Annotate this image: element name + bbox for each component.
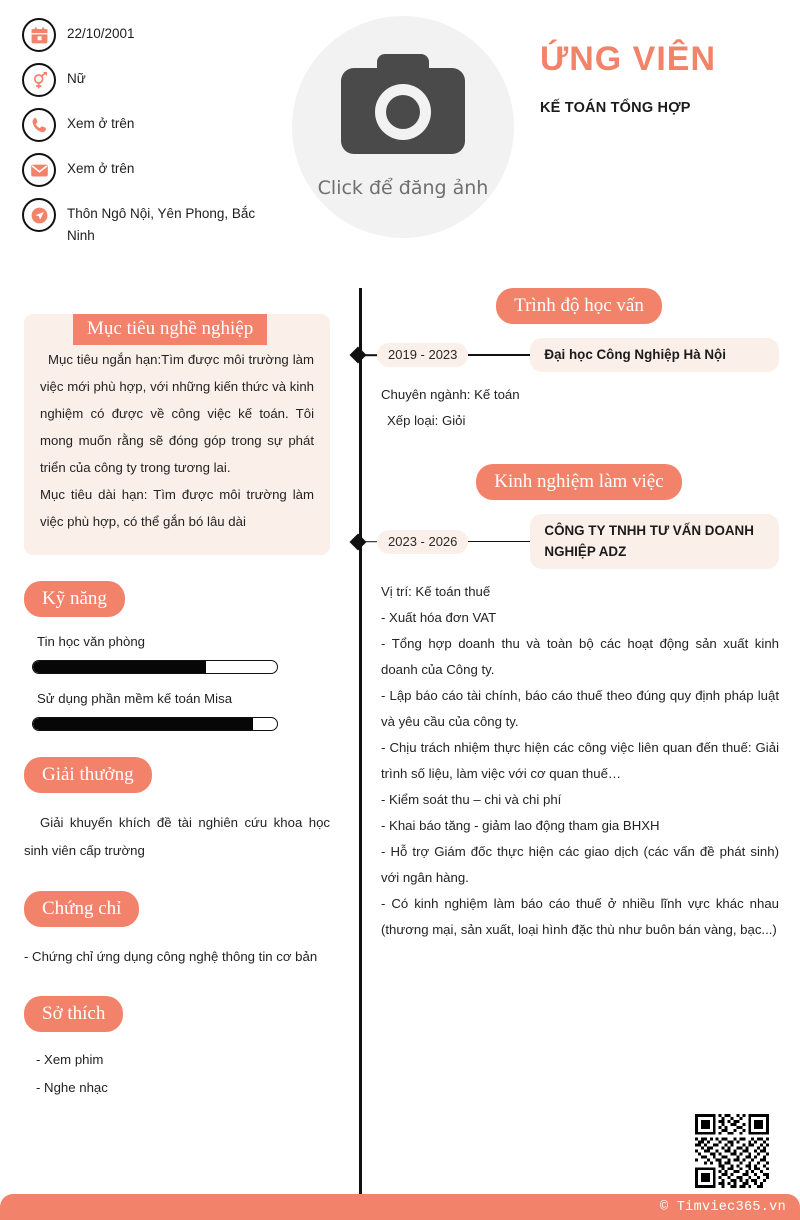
qr-code-icon (694, 1114, 770, 1188)
section-hobbies (24, 996, 330, 1102)
education-details (359, 382, 779, 434)
experience-period: 2023 - 2026 (377, 530, 468, 554)
education-period: 2019 - 2023 (377, 343, 468, 367)
contact-value: Xem ở trên (67, 161, 135, 176)
contact-list (22, 18, 282, 258)
hobby-item: - Nghe nhạc (36, 1080, 108, 1095)
location-pin-icon (22, 198, 56, 232)
objective-body (24, 314, 330, 555)
timeline-connector-line (468, 541, 530, 543)
camera-icon (339, 50, 467, 163)
hobbies-body (24, 1046, 330, 1102)
section-certificates (24, 891, 330, 970)
experience-detail-line: - Có kinh nghiệm làm báo cáo thuế ở nhiều lĩnh vực khác nhau (thương mại, sản xuất, loại hình đặc thù như buôn bán vàng, bạc...) (381, 896, 779, 937)
contact-value: Nữ (67, 71, 86, 86)
skill-label: Sử dụng phần mềm kế toán Misa (37, 691, 233, 706)
experience-detail-line: - Chịu trách nhiệm thực hiện các công việc liên quan đến thuế: Giải trình số liệu, làm việc với cơ quan thuế… (381, 740, 779, 781)
objective-heading: Mục tiêu nghề nghiệp (73, 314, 267, 345)
objective-paragraph: Mục tiêu ngắn hạn:Tìm được môi trường làm việc mới phù hợp, với những kiến thức và kinh nghiệm có được về công việc kế toán. Tôi mong muốn rằng sẽ đóng góp trong sự phát triển của công ty trong tương lai. (40, 352, 314, 475)
education-entry-row (359, 338, 779, 372)
cv-header (0, 0, 800, 265)
right-column (359, 288, 779, 943)
contact-item-address (22, 198, 282, 247)
experience-detail-line: - Kiểm soát thu – chi và chi phí (381, 792, 562, 807)
certificates-heading: Chứng chỉ (24, 891, 139, 927)
footer-bar (0, 1194, 800, 1220)
awards-heading: Giải thưởng (24, 757, 152, 793)
skill-label: Tin học văn phòng (37, 634, 146, 649)
objective-paragraph: Mục tiêu dài hạn: Tìm được môi trường làm việc phù hợp, có thể gắn bó lâu dài (40, 487, 314, 529)
certificate-item: - Chứng chỉ ứng dụng công nghệ thông tin cơ bản (24, 949, 318, 964)
awards-text: Giải khuyến khích đề tài nghiên cứu khoa học sinh viên cấp trường (24, 815, 330, 858)
education-entry (359, 338, 779, 434)
timeline-connector-line (468, 354, 530, 356)
skill-progress-fill (33, 718, 253, 730)
phone-icon (22, 108, 56, 142)
photo-upload-caption: Click để đăng ảnh (317, 176, 489, 199)
contact-item-email (22, 153, 282, 187)
experience-entry (359, 514, 779, 943)
experience-detail-line: - Hỗ trợ Giám đốc thực hiện các giao dịch (các vấn đề phát sinh) với ngân hàng. (381, 844, 779, 885)
education-detail-line: Xếp loại: Giỏi (387, 413, 466, 428)
calendar-icon (22, 18, 56, 52)
skill-item (24, 631, 330, 674)
contact-item-birthdate (22, 18, 282, 52)
candidate-name: ỨNG VIÊN (540, 40, 717, 78)
certificates-body (24, 943, 330, 970)
skills-heading: Kỹ năng (24, 581, 125, 617)
contact-item-phone (22, 108, 282, 142)
awards-body (24, 809, 330, 865)
skill-progress-track (32, 660, 278, 674)
experience-detail-line: - Lập báo cáo tài chính, báo cáo thuế theo đúng quy định pháp luật và yêu cầu của công ty. (381, 688, 779, 729)
contact-value: Thôn Ngô Nội, Yên Phong, Bắc Ninh (67, 206, 256, 243)
contact-item-gender (22, 63, 282, 97)
hobby-item: - Xem phim (36, 1052, 104, 1067)
candidate-job-title: KẾ TOÁN TỔNG HỢP (540, 100, 691, 116)
education-heading: Trình độ học vấn (496, 288, 662, 324)
candidate-identity (540, 38, 790, 116)
experience-detail-line: Vị trí: Kế toán thuế (381, 584, 491, 599)
experience-details (359, 579, 779, 943)
skill-progress-fill (33, 661, 206, 673)
left-column (24, 296, 330, 1128)
skill-progress-track (32, 717, 278, 731)
experience-organization: CÔNG TY TNHH TƯ VẤN DOANH NGHIỆP ADZ (530, 514, 779, 569)
experience-heading: Kinh nghiệm làm việc (476, 464, 681, 500)
skill-item (24, 688, 330, 731)
experience-detail-line: - Khai báo tăng - giảm lao động tham gia BHXH (381, 818, 660, 833)
hobbies-heading: Sở thích (24, 996, 123, 1032)
education-detail-line: Chuyên ngành: Kế toán (381, 387, 520, 402)
experience-entry-row (359, 514, 779, 569)
gender-icon (22, 63, 56, 97)
contact-value: Xem ở trên (67, 116, 135, 131)
experience-heading-wrap (379, 464, 779, 500)
footer-copyright: © Timviec365.vn (659, 1199, 786, 1215)
contact-value: 22/10/2001 (67, 26, 135, 41)
experience-detail-line: - Xuất hóa đơn VAT (381, 610, 497, 625)
photo-upload-placeholder[interactable] (292, 16, 514, 238)
section-skills (24, 581, 330, 731)
email-icon (22, 153, 56, 187)
section-objective (24, 314, 330, 555)
education-organization: Đại học Công Nghiệp Hà Nội (530, 338, 779, 372)
section-awards (24, 757, 330, 865)
experience-detail-line: - Tổng hợp doanh thu và toàn bộ các hoạt động sản xuất kinh doanh của Công ty. (381, 636, 779, 677)
education-heading-wrap (379, 288, 779, 324)
